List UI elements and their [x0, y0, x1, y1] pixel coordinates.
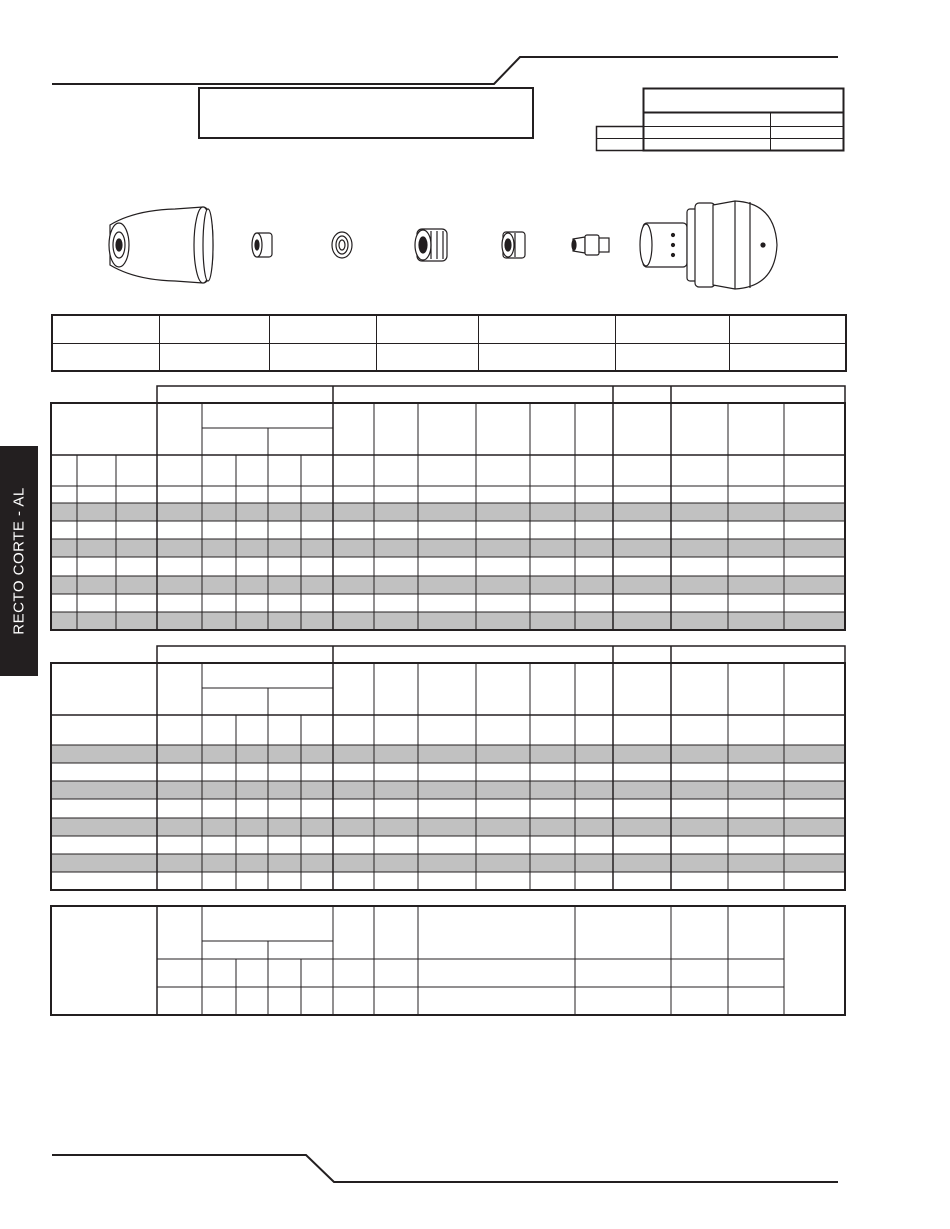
cut-chart-2-shaded-row [51, 854, 845, 872]
start-cartridge [415, 229, 447, 261]
cut-chart-2-shaded-row [51, 818, 845, 836]
title-box [198, 87, 534, 139]
cut-chart-2-shaded-row [51, 745, 845, 763]
shield-cap [252, 233, 272, 257]
torch-head [640, 201, 777, 289]
cut-chart-1-shaded-row [51, 576, 845, 594]
cut-chart-1-shaded-row [51, 503, 845, 521]
side-tab-label: RECTO CORTE - AL [10, 487, 28, 635]
electrode-retainer [502, 232, 525, 258]
consumables-table [51, 314, 847, 372]
settings-table-frame [51, 906, 845, 1015]
cut-chart-2-shaded-row [51, 781, 845, 799]
side-tab [0, 446, 38, 676]
shield-cup [109, 207, 213, 283]
cut-chart-tables [0, 380, 950, 1030]
electrode [572, 235, 609, 255]
tip [332, 232, 352, 258]
cut-chart-1-group-header [157, 386, 845, 403]
cut-chart-2-group-header [157, 646, 845, 663]
info-table [590, 84, 850, 156]
footer-rule [0, 1140, 950, 1200]
cut-chart-1-shaded-row [51, 539, 845, 557]
parts-illustration [95, 195, 785, 295]
cut-chart-1-shaded-row [51, 612, 845, 630]
